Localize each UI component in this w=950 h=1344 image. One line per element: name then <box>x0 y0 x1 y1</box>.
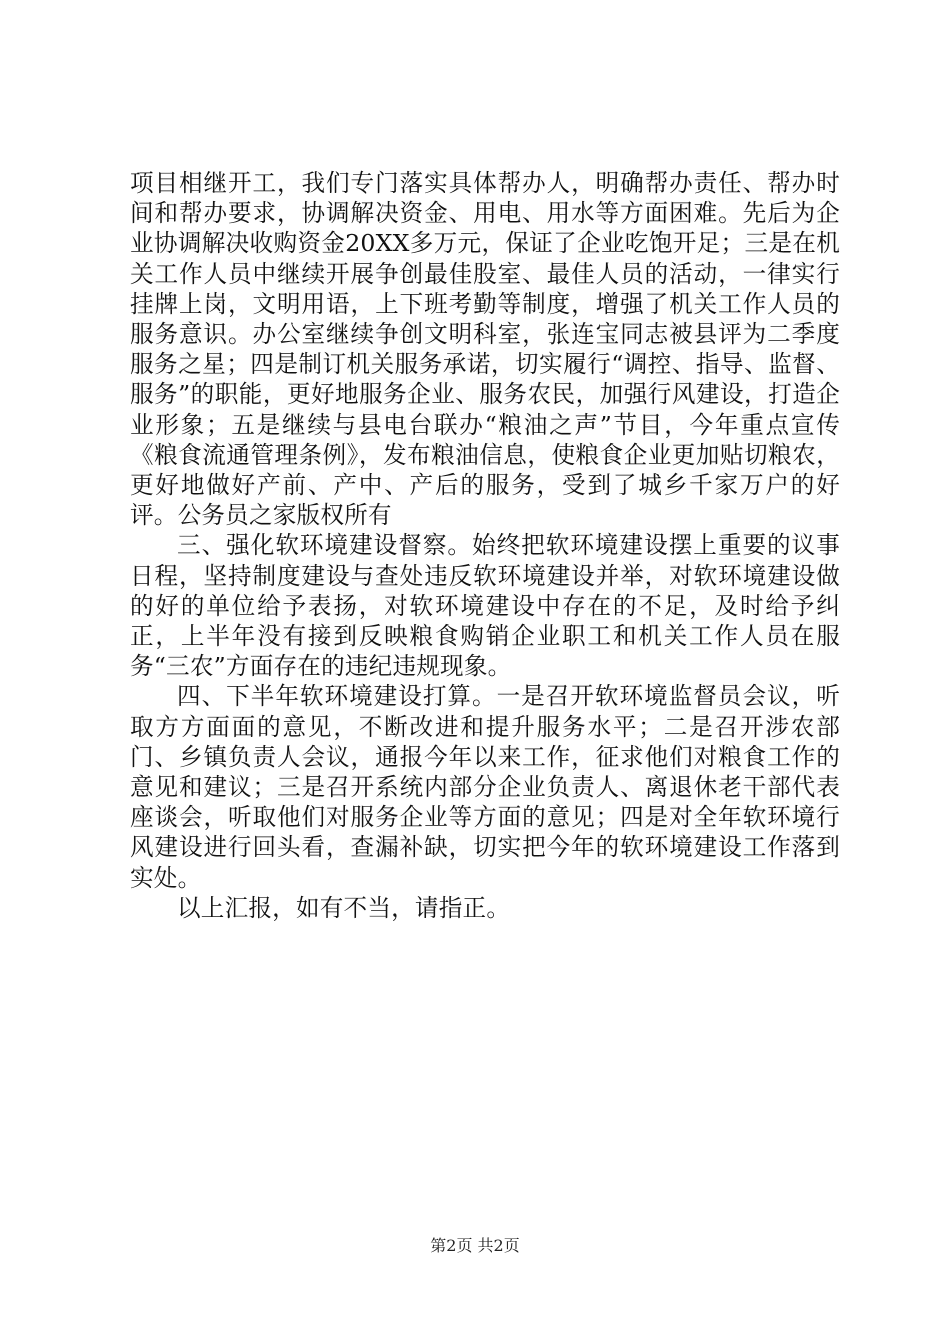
document-body <box>130 168 840 923</box>
paragraph-section-four: 四、下半年软环境建设打算。一是召开软环境监督员会议，听取方方面面的意见，不断改进和提升服务水平；二是召开涉农部门、乡镇负责人会议，通报今年以来工作，征求他们对粮食工作的意见和建议；三是召开系统内部分企业负责人、离退休老干部代表座谈会，听取他们对服务企业等方面的意见；四是对全年软环境行风建设进行回头看，查漏补缺，切实把今年的软环境建设工作落到实处。 <box>130 682 840 892</box>
page-number-footer: 第2页 共2页 <box>430 1236 520 1255</box>
paragraph-closing: 以上汇报，如有不当，请指正。 <box>177 893 511 922</box>
paragraph-continuation: 项目相继开工，我们专门落实具体帮办人，明确帮办责任、帮办时间和帮办要求，协调解决资金、用电、用水等方面困难。先后为企业协调解决收购资金20XX多万元，保证了企业吃饱开足；三是在机关工作人员中继续开展争创最佳股室、最佳人员的活动，一律实行挂牌上岗，文明用语，上下班考勤等制度，增强了机关工作人员的服务意识。办公室继续争创文明科室，张连宝同志被县评为二季度服务之星；四是制订机关服务承诺，切实履行“调控、指导、监督、服务”的职能，更好地服务企业、服务农民，加强行风建设，打造企业形象；五是继续与县电台联办“粮油之声”节目，今年重点宣传《粮食流通管理条例》，发布粮油信息，使粮食企业更加贴切粮农，更好地做好产前、产中、产后的服务，受到了城乡千家万户的好评。公务员之家版权所有 <box>130 169 840 530</box>
paragraph-section-three: 三、强化软环境建设督察。始终把软环境建设摆上重要的议事日程，坚持制度建设与查处违反软环境建设并举，对软环境建设做的好的单位给予表扬，对软环境建设中存在的不足，及时给予纠正，上半年没有接到反映粮食购销企业职工和机关工作人员在服务“三农”方面存在的违纪违规现象。 <box>130 531 840 681</box>
